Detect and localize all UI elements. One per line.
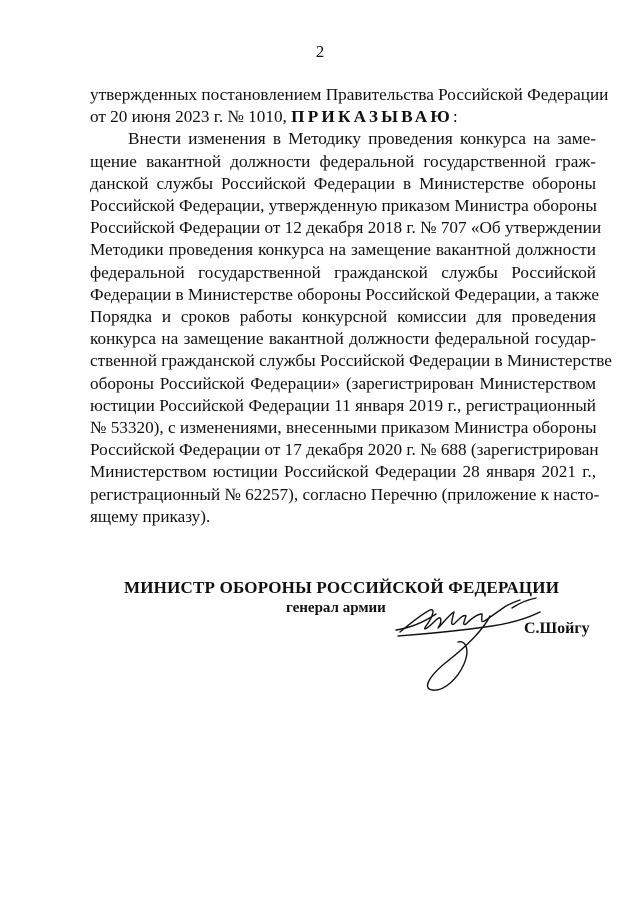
body-line-order <box>90 106 596 128</box>
body-line: щение вакантной должности федеральной государственной граж- <box>90 151 596 171</box>
body-line: утвержденных постановлением Правительства Российской Федерации <box>90 85 609 104</box>
page-number: 2 <box>315 42 325 61</box>
signatory-title: МИНИСТР ОБОРОНЫ РОССИЙСКОЙ ФЕДЕРАЦИИ <box>124 578 560 597</box>
body-line: обороны Российской Федерации» (зарегистрирован Министерством <box>90 373 596 393</box>
body-line: федеральной государственной гражданской службы Российской <box>90 262 596 282</box>
body-line: конкурса на замещение вакантной должности федеральной государ- <box>90 329 596 349</box>
body-line: Федерации в Министерстве обороны Российской Федерации, а также <box>90 284 600 304</box>
signatory-name: С.Шойгу <box>524 620 590 637</box>
order-date-text: от 20 июня 2023 г. № 1010, <box>90 107 292 127</box>
body-line: данской службы Российской Федерации в Министерстве обороны <box>90 173 596 193</box>
body-line: Министерством юстиции Российской Федерации 28 января 2021 г., <box>90 462 596 482</box>
body-line: юстиции Российской Федерации 11 января 2019 г., регистрационный <box>90 395 596 415</box>
body-line: Российской Федерации от 17 декабря 2020 г. № 688 (зарегистрирован <box>90 440 599 460</box>
body-line: № 53320), с изменениями, внесенными приказом Министра обороны <box>90 418 597 438</box>
order-directive: ПРИКАЗЫВАЮ <box>291 107 453 127</box>
body-line: Внести изменения в Методику проведения конкурса на заме- <box>128 129 596 149</box>
handwritten-signature <box>392 592 552 692</box>
body-line: Российской Федерации от 12 декабря 2018 г. № 707 «Об утверждении <box>90 218 602 238</box>
body-line: Методики проведения конкурса на замещение вакантной должности <box>90 240 596 260</box>
body-line: Российской Федерации, утвержденную приказом Министра обороны <box>90 196 597 216</box>
document-body <box>90 84 612 528</box>
body-line: Порядка и сроков работы конкурсной комиссии для проведения <box>90 307 596 327</box>
body-line: ственной гражданской службы Российской Федерации в Министерстве <box>90 351 612 371</box>
signatory-rank: генерал армии <box>286 600 386 616</box>
order-colon: : <box>452 107 458 127</box>
body-line: регистрационный № 62257), согласно Перечню (приложение к насто- <box>90 484 600 504</box>
body-line: ящему приказу). <box>90 506 211 526</box>
